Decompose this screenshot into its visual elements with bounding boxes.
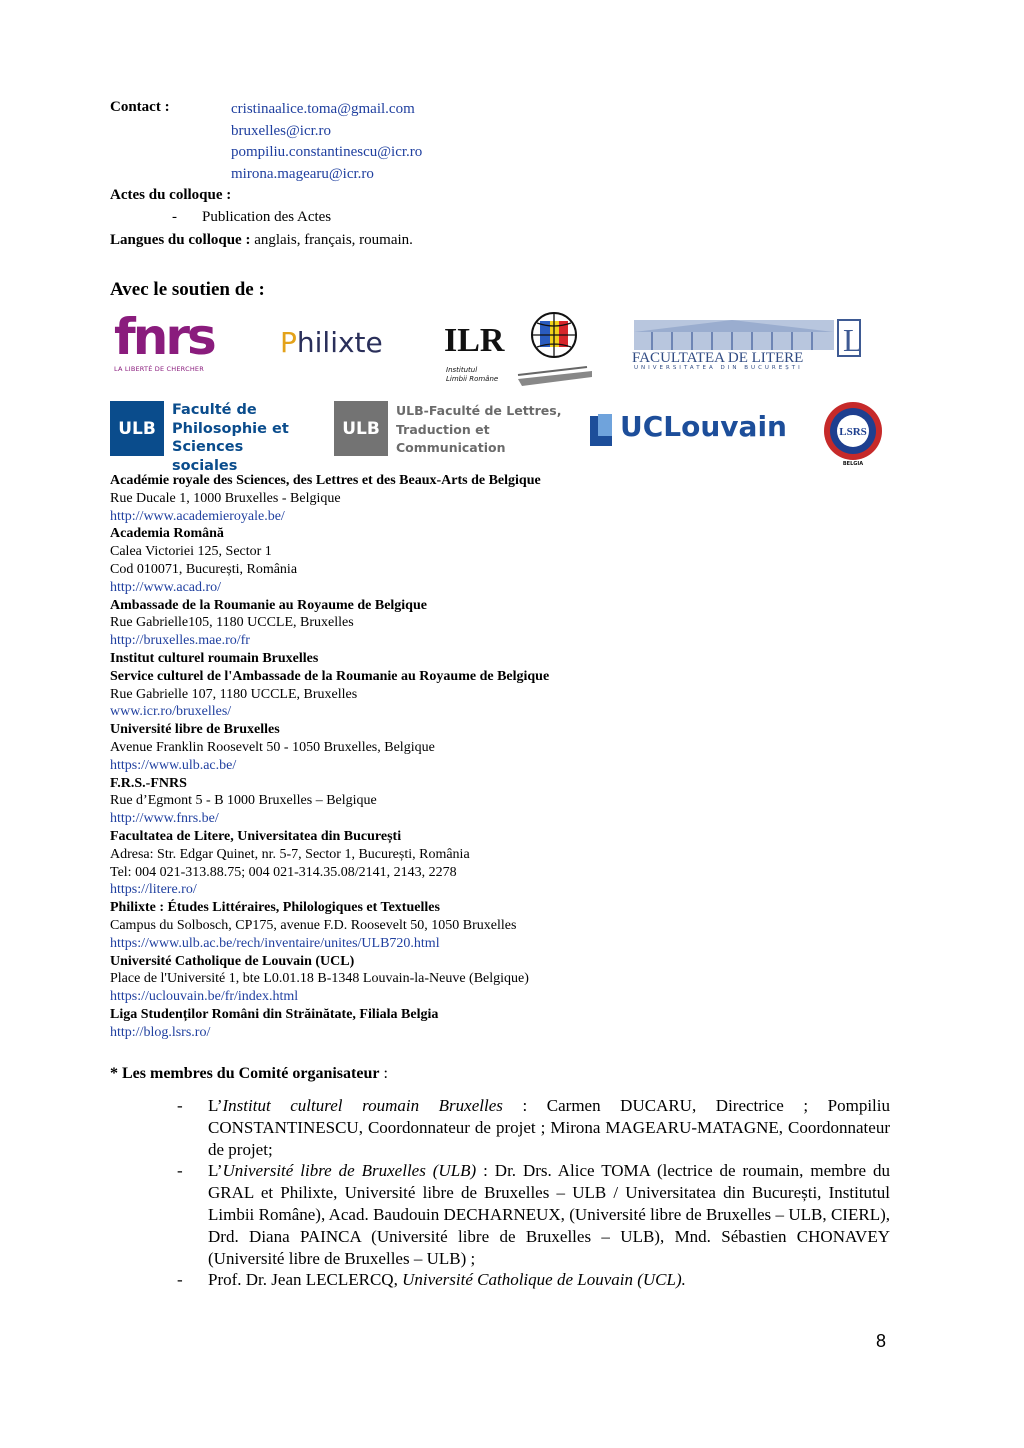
ilr-logo-sub1: Institutul: [446, 366, 478, 374]
member-institution: Université libre de Bruxelles (ULB): [222, 1161, 477, 1181]
member-prefix: L’: [208, 1096, 223, 1115]
lsrs-logo: [822, 401, 884, 467]
langues-value: anglais, français, roumain.: [250, 232, 413, 248]
langues-label: Langues du colloque :: [110, 232, 251, 248]
partner-name: Liga Studenților Români din Străinătate, Filiala Belgia: [110, 1006, 439, 1022]
facultatea-logo-title: FACULTATEA DE LITERE: [632, 350, 804, 366]
partner-name: Philixte : Études Littéraires, Philologiques et Textuelles: [110, 900, 440, 916]
fnrs-logo-tagline: LA LIBERTÉ DE CHERCHER: [114, 365, 204, 373]
partner-address-line: Rue Gabrielle 107, 1180 UCCLE, Bruxelles: [110, 686, 358, 702]
list-dash: -: [177, 1096, 183, 1115]
ulb-philosophie-logo: [110, 401, 305, 474]
ulb-lettres-line: Communication: [396, 440, 506, 455]
ilr-logo: [442, 307, 592, 387]
fnrs-logo: [114, 308, 214, 373]
partner-name: Académie royale des Sciences, des Lettres et des Beaux-Arts de Belgique: [110, 473, 541, 488]
ulb-philosophie-line: Faculté de: [172, 402, 257, 418]
philixte-logo-initial: P: [280, 326, 297, 359]
partner-address-list: [110, 472, 930, 1042]
partner-address-line: Place de l'Université 1, bte L0.01.18 B-1348 Louvain-la-Neuve (Belgique): [110, 971, 529, 987]
list-dash: -: [177, 1270, 183, 1290]
soutien-heading: Avec le soutien de :: [110, 279, 265, 300]
contact-email-list: [231, 99, 422, 185]
partner-name: Institut culturel roumain Bruxelles: [110, 650, 319, 666]
uclouvain-mark-inner: [598, 414, 612, 436]
email-link[interactable]: bruxelles@icr.ro: [231, 122, 332, 139]
partner-link[interactable]: http://www.fnrs.be/: [110, 811, 219, 827]
member-prefix: Prof. Dr. Jean LECLERCQ,: [208, 1270, 403, 1290]
ulb-philosophie-line: Sciences sociales: [172, 439, 244, 474]
member-list-item: [172, 1160, 890, 1269]
member-list-item: [172, 1095, 890, 1160]
list-dash: -: [172, 209, 177, 225]
philixte-logo-word: hilixte: [296, 326, 383, 359]
comite-members-list: [172, 1095, 890, 1291]
partner-link[interactable]: www.icr.ro/bruxelles/: [110, 704, 232, 720]
member-names: : Carmen DUCARU, Directrice ; Pompiliu CONSTANTINESCU, Coordonnateur de projet ; Mirona MAGEARU-MATAGNE, Coordonnateur de projet;: [208, 1096, 890, 1159]
partner-link[interactable]: https://www.ulb.ac.be/rech/inventaire/unites/ULB720.html: [110, 935, 440, 951]
partner-name: Academia Română: [110, 526, 224, 542]
partner-address-line: Rue d’Egmont 5 - B 1000 Bruxelles – Belgique: [110, 793, 377, 809]
email-link[interactable]: mirona.magearu@icr.ro: [231, 165, 374, 182]
lsrs-logo-word: LSRS: [839, 426, 867, 438]
email-link[interactable]: pompiliu.constantinescu@icr.ro: [231, 144, 423, 160]
philixte-logo: [280, 326, 383, 359]
partner-link[interactable]: http://www.acad.ro/: [110, 579, 222, 595]
partner-link[interactable]: https://uclouvain.be/fr/index.html: [110, 989, 299, 1005]
ulb-badge-grey: ULB: [334, 401, 388, 456]
uclouvain-word: UCLouvain: [620, 410, 787, 443]
comite-colon: :: [379, 1065, 388, 1082]
actes-title: Actes du colloque :: [110, 187, 232, 203]
actes-list-item: [172, 209, 331, 226]
actes-item-text: Publication des Actes: [202, 209, 332, 225]
comite-heading: [110, 1065, 388, 1083]
list-dash: -: [177, 1161, 183, 1181]
uclouvain-logo: [590, 410, 800, 450]
lsrs-logo-sub: BELGIA: [842, 461, 864, 467]
partner-address-line: Tel: 004 021-313.88.75; 004 021-314.35.08/2141, 2143, 2278: [110, 864, 457, 880]
ulb-lettres-logo: [334, 401, 564, 456]
ulb-lettres-line: Traduction et: [396, 421, 490, 437]
partner-address-line: Calea Victoriei 125, Sector 1: [110, 544, 272, 560]
partner-address-line: Avenue Franklin Roosevelt 50 - 1050 Bruxelles, Belgique: [110, 739, 435, 755]
partner-address-line: Rue Gabrielle105, 1180 UCCLE, Bruxelles: [110, 615, 354, 631]
partner-address-line: Adresa: Str. Edgar Quinet, nr. 5-7, Sector 1, București, România: [110, 846, 470, 862]
partner-name: F.R.S.-FNRS: [110, 775, 187, 791]
partner-name: Facultatea de Litere, Universitatea din București: [110, 828, 402, 844]
partner-link[interactable]: https://www.ulb.ac.be/: [110, 757, 237, 773]
email-link[interactable]: cristinaalice.toma@gmail.com: [231, 101, 415, 117]
ulb-philosophie-line: Philosophie et: [172, 420, 289, 437]
partner-address-line: Cod 010071, București, România: [110, 561, 298, 577]
ilr-logo-word: ILR: [444, 322, 505, 359]
member-list-item: [172, 1269, 890, 1291]
partner-link[interactable]: https://litere.ro/: [110, 882, 197, 898]
page-number: 8: [876, 1331, 887, 1351]
langues-line: [110, 232, 413, 249]
partner-name: Ambassade de la Roumanie au Royaume de Belgique: [110, 597, 427, 613]
facultatea-de-litere-logo: [632, 318, 862, 370]
facultatea-building-graphic: [632, 318, 862, 370]
member-prefix: L’: [208, 1161, 223, 1181]
partner-name: Université Catholique de Louvain (UCL): [110, 953, 355, 969]
partner-link[interactable]: http://blog.lsrs.ro/: [110, 1024, 211, 1040]
member-institution: Institut culturel roumain Bruxelles: [222, 1096, 503, 1115]
partner-address-line: Rue Ducale 1, 1000 Bruxelles - Belgique: [110, 490, 341, 506]
ilr-logo-graphic: [442, 307, 592, 387]
ulb-badge: ULB: [110, 401, 164, 456]
partner-address-line: Campus du Solbosch, CP175, avenue F.D. Roosevelt 50, 1050 Bruxelles: [110, 917, 517, 933]
partner-name: Service culturel de l'Ambassade de la Roumanie au Royaume de Belgique: [110, 668, 550, 684]
facultatea-logo-subtitle: UNIVERSITATEA DIN BUCUREȘTI: [634, 365, 803, 370]
partner-name: Université libre de Bruxelles: [110, 722, 280, 738]
ilr-logo-sub2: Limbii Române: [446, 375, 499, 383]
ulb-philosophie-text: [172, 401, 305, 475]
comite-title: * Les membres du Comité organisateur: [110, 1065, 380, 1082]
fnrs-logo-word: fnrs: [114, 308, 214, 366]
contact-label: Contact :: [110, 99, 170, 115]
ulb-lettres-text: [396, 402, 561, 458]
member-names: : Dr. Drs. Alice TOMA (lectrice de roumain, membre du GRAL et Philixte, Université libre de Bruxelles – ULB / Universitatea din București, Institutul Limbii Române), Acad. Baudouin DECHARNEUX, (Université libre de Bruxelles – ULB, CIERL), Drd. Diana PAINCA (Université libre de Bruxelles – ULB), Mnd. Sébastien CHONAVEY (Université libre de Bruxelles – ULB) ;: [208, 1161, 890, 1268]
ulb-lettres-line: ULB-Faculté de Lettres,: [396, 403, 562, 418]
member-institution: Université Catholique de Louvain (UCL).: [402, 1270, 686, 1290]
partner-link[interactable]: http://www.academieroyale.be/: [110, 508, 285, 524]
partner-link[interactable]: http://bruxelles.mae.ro/fr: [110, 633, 250, 649]
lsrs-seal-graphic: [822, 401, 884, 467]
svg-text:L: L: [843, 322, 862, 358]
